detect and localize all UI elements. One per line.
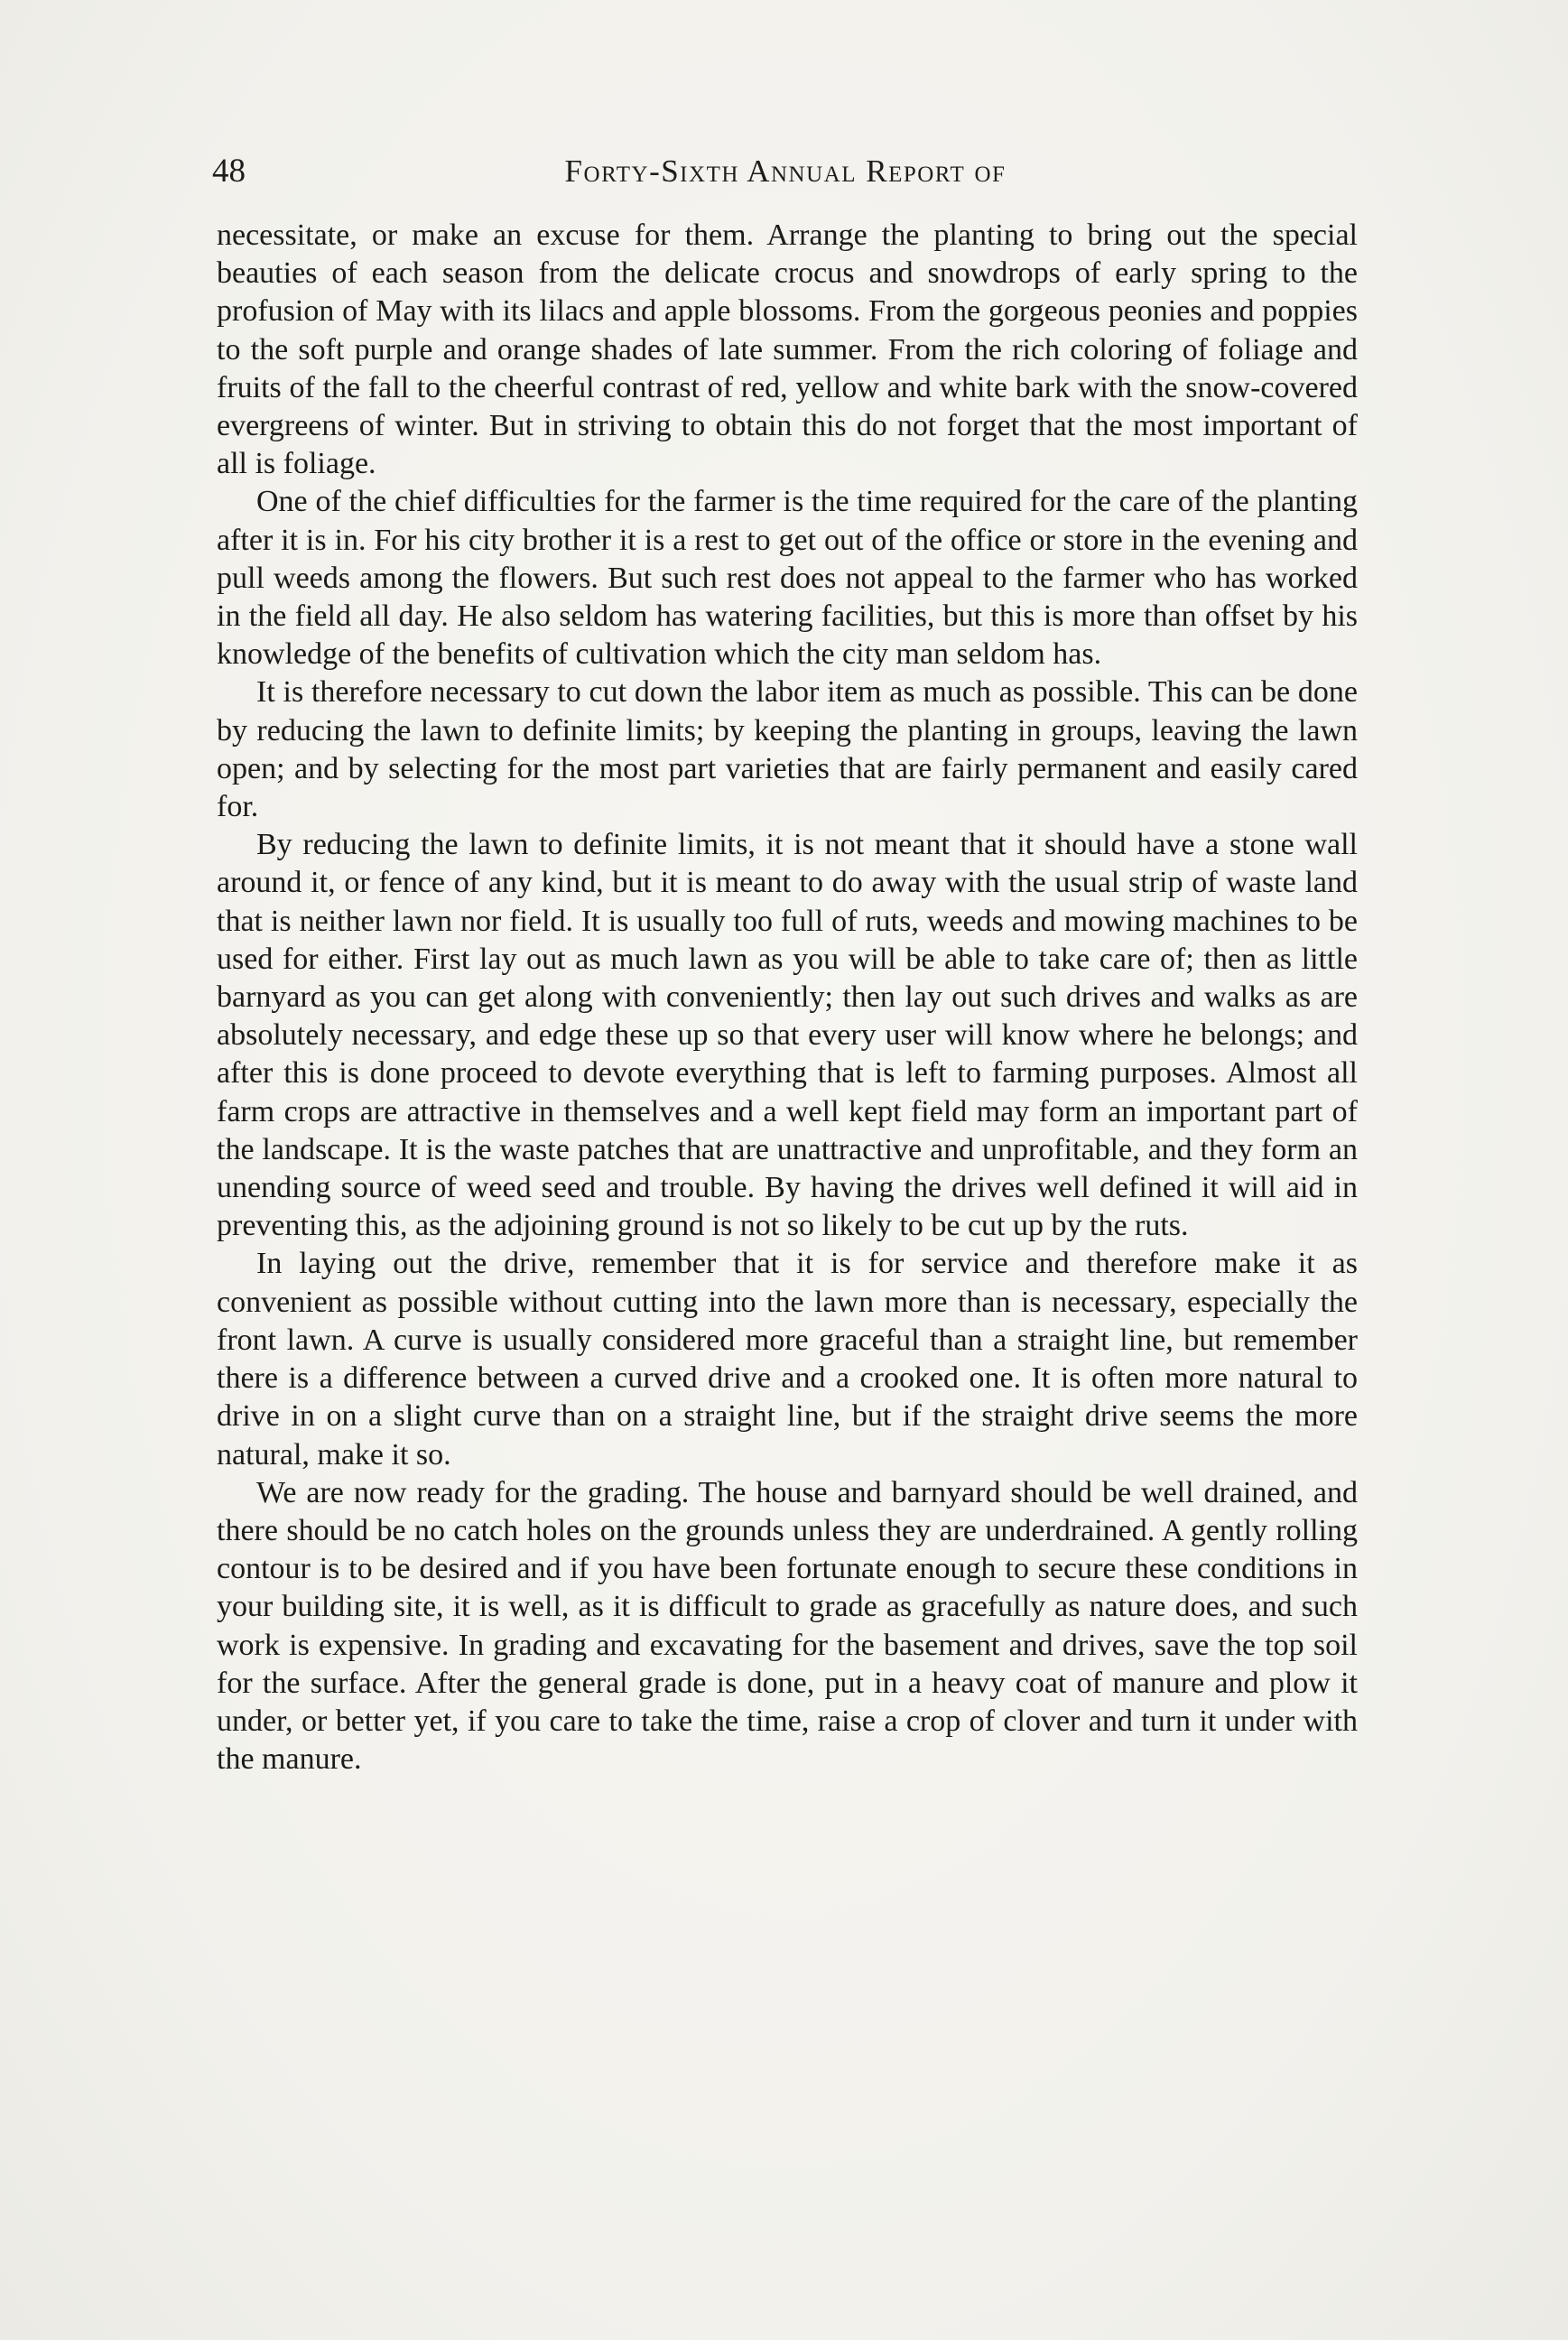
paragraph-lawn-limits: By reducing the lawn to definite limits, it is not meant that it should have a stone wall around it, or fence of any kind, but it is meant to do away with the usual strip of waste land that is neither lawn nor field. It is usually too full of ruts, weeds and mowing machines to be used for either. First lay out as much lawn as you will be able to take care of; then as little barnyard as you can get along with conveniently; then lay out such drives and walks as are absolutely necessary, and edge these up so that every user will know where he belongs; and after this is done proceed to devote everything that is left to farming purposes. Almost all farm crops are attractive in themselves and a well kept field may form an important part of the landscape. It is the waste patches that are unattractive and unprofitable, and they form an unending source of weed seed and trouble. By having the drives well defined it will aid in preventing this, as the adjoining ground is not so likely to be cut up by the ruts. — [217, 828, 1358, 1243]
paragraph-labor: It is therefore necessary to cut down the labor item as much as possible. This can be done by reducing the lawn to definite limits; by keeping the planting in groups, leaving the lawn open; and by selecting for the most part varieties that are fairly permanent and easily cared for. — [217, 675, 1358, 824]
page-number: 48 — [212, 153, 246, 190]
body-text — [217, 217, 1358, 1778]
paragraph-continued: necessitate, or make an excuse for them. Arrange the planting to bring out the special beauties of each season from the delicate crocus and snowdrops of early spring to the profusion of May with its lilacs and apple blossoms. From the gorgeous peonies and poppies to the soft purple and orange shades of late summer. From the rich coloring of foliage and fruits of the fall to the cheerful contrast of red, yellow and white bark with the snow-covered evergreens of winter. But in striving to obtain this do not forget that the most important of all is foliage. — [217, 218, 1358, 481]
running-title: Forty-Sixth Annual Report of — [564, 153, 1007, 189]
paragraph-farmer-care: One of the chief difficulties for the farmer is the time required for the care of the planting after it is in. For his city brother it is a rest to get out of the office or store in the evening and pull weeds among the flowers. But such rest does not appeal to the farmer who has worked in the field all day. He also seldom has watering facilities, but this is more than offset by his knowledge of the benefits of cultivation which the city man seldom has. — [217, 485, 1358, 672]
page-header — [212, 144, 1359, 199]
paragraph-grading: We are now ready for the grading. The house and barnyard should be well drained, and there should be no catch holes on the grounds unless they are underdrained. A gently rolling contour is to be desired and if you have been fortunate enough to secure these conditions in your building site, it is well, as it is difficult to grade as gracefully as nature does, and such work is expensive. In grading and excavating for the basement and drives, save the top soil for the surface. After the general grade is done, put in a heavy coat of manure and plow it under, or better yet, if you care to take the time, raise a crop of clover and turn it under with the manure. — [217, 1475, 1358, 1777]
paragraph-drive: In laying out the drive, remember that it is for service and therefore make it as convenient as possible without cutting into the lawn more than is necessary, especially the front lawn. A curve is usually considered more graceful than a straight line, but remember there is a difference between a curved drive and a crooked one. It is often more natural to drive in on a slight curve than on a straight line, but if the straight drive seems the more natural, make it so. — [217, 1247, 1358, 1472]
